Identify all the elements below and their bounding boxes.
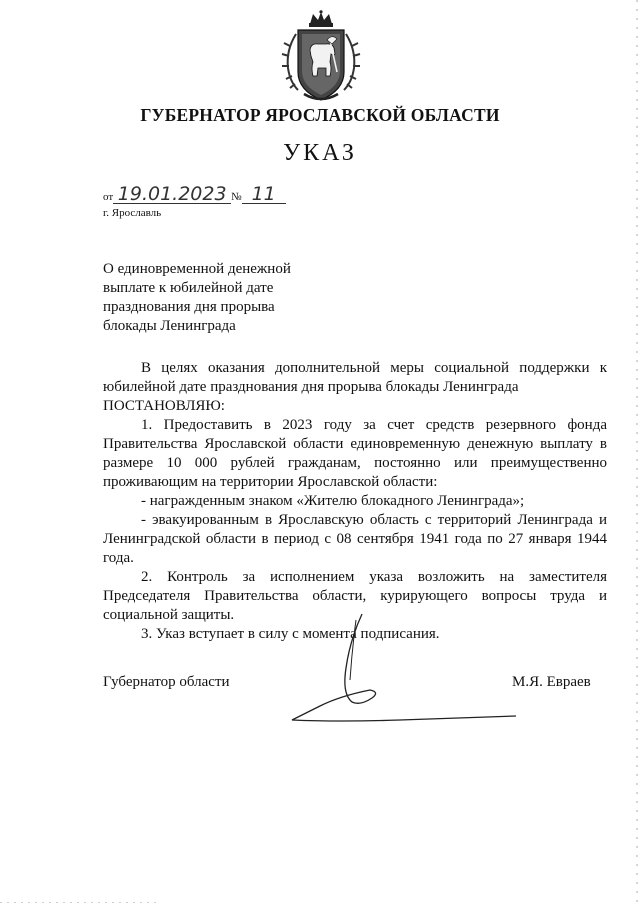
signatory-role: Губернатор области: [103, 674, 230, 690]
decree-body: [103, 359, 607, 644]
number-prefix: №: [231, 191, 242, 203]
item-1: 1. Предоставить в 2023 году за счет средств резервного фонда Правительства Ярославской области единовременную денежную выплату в размере 10 000 рублей гражданам, постоянно или преимущественно проживающим на территории Ярославской области:: [103, 417, 607, 490]
scan-bottom-artifact: [0, 902, 160, 903]
item-2: 2. Контроль за исполнением указа возложить на заместителя Председателя Правительства области, курирующего вопросы труда и социальной защиты.: [103, 569, 607, 623]
item-1-sub-1: - награжденным знаком «Жителю блокадного Ленинграда»;: [141, 493, 525, 509]
decree-subject: [103, 260, 363, 336]
coat-of-arms-icon: [280, 10, 362, 106]
city: г. Ярославль: [103, 207, 162, 219]
decree-word: ПОСТАНОВЛЯЮ:: [103, 398, 225, 414]
subject-line: празднования дня прорыва: [103, 299, 275, 315]
item-1-sub-2: - эвакуированным в Ярославскую область с территорий Ленинграда и Ленинградской области в период с 08 сентября 1941 года по 27 января 1944 года.: [103, 512, 607, 566]
scan-edge-artifact: [636, 0, 638, 905]
preamble: В целях оказания дополнительной меры социальной поддержки к юбилейной дате празднования дня прорыва блокады Ленинграда: [103, 360, 607, 395]
number-value: 11: [242, 185, 286, 204]
subject-line: блокады Ленинграда: [103, 318, 236, 334]
signatory-name: М.Я. Евраев: [512, 674, 591, 690]
date-number-line: [103, 185, 286, 204]
item-3: 3. Указ вступает в силу с момента подписания.: [141, 626, 440, 642]
document-type: УКАЗ: [283, 140, 357, 166]
handwritten-signature: [280, 610, 525, 730]
subject-line: О единовременной денежной: [103, 261, 291, 277]
date-value: 19.01.2023: [113, 185, 231, 204]
authority-title: ГУБЕРНАТОР ЯРОСЛАВСКОЙ ОБЛАСТИ: [140, 105, 500, 125]
date-prefix: от: [103, 191, 114, 203]
subject-line: выплате к юбилейной дате: [103, 280, 274, 296]
